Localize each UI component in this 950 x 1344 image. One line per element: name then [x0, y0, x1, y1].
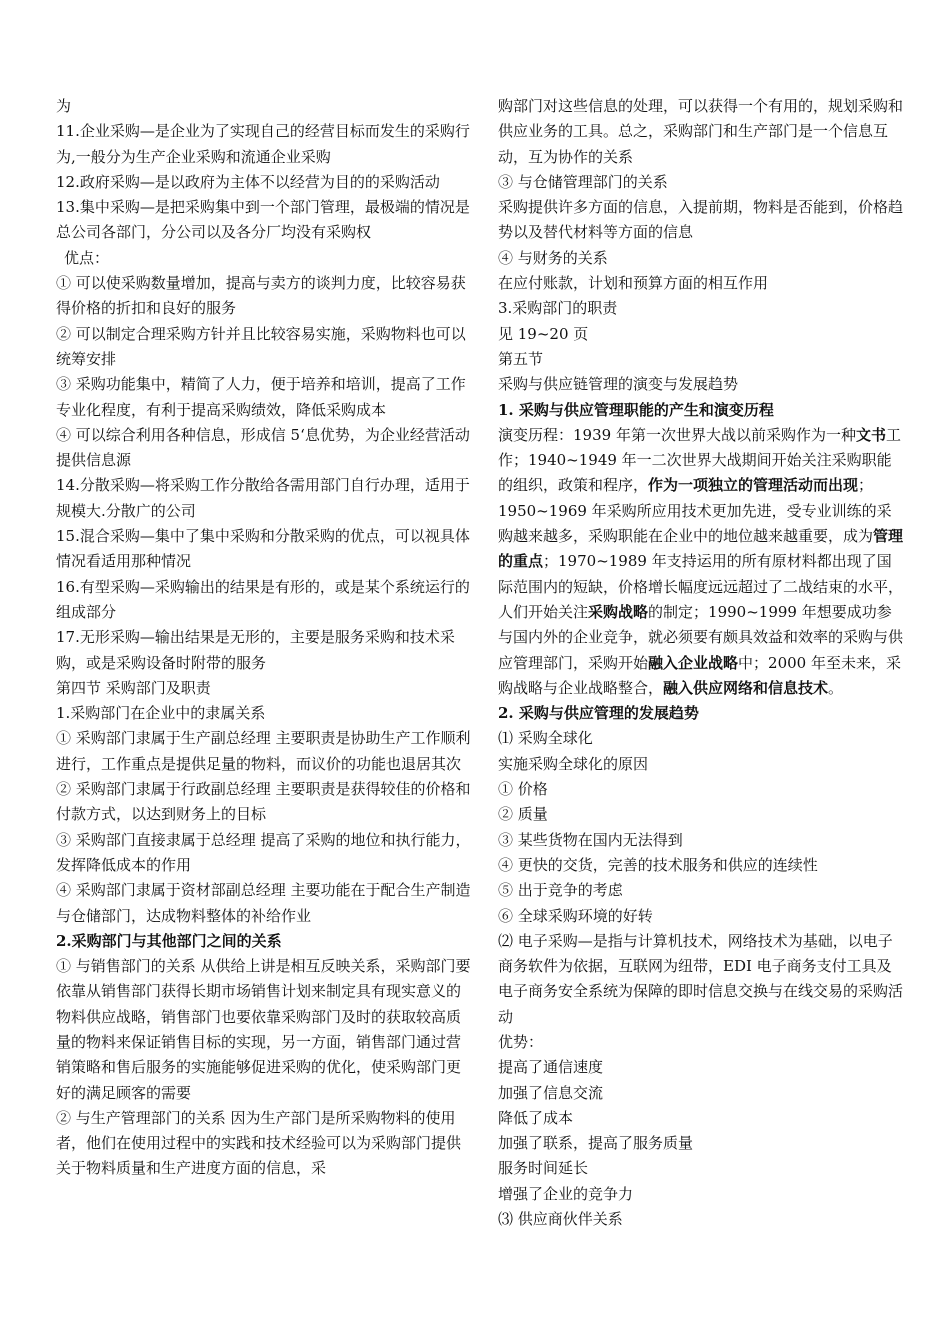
evolution-bold-3: 管理的重点	[498, 527, 904, 571]
paragraph: ② 可以制定合理采购方针并且比较容易实施，采购物料也可以统筹安排	[56, 324, 466, 368]
right-column	[498, 94, 906, 1232]
evolution-text-7: 。	[828, 678, 844, 697]
paragraph: ③ 与仓储管理部门的关系	[498, 172, 668, 191]
evolution-text-5: 的制定；1990~1999 年想要成功参与国内外的企业竞争，就必须要有颇具效益和效率的采购与供应管理部门，采购开始	[498, 602, 904, 672]
evolution-text-3: ；1950~1969 年采购所应用技术更加先进，受专业训练的采购越来越多，采购职能在企业中的地位越来越重要，成为	[498, 476, 892, 546]
paragraph: ④ 与财务的关系	[498, 248, 608, 267]
evolution-text-1: 演变历程：1939 年第一次世界大战以前采购作为一种	[498, 425, 856, 444]
paragraph: 11.企业采购—是企业为了实现自己的经营目标而发生的采购行为,一般分为生产企业采购和流通企业采购	[56, 122, 470, 166]
paragraph: 1.采购部门在企业中的隶属关系	[56, 704, 266, 723]
paragraph: 实施采购全球化的原因	[498, 754, 649, 773]
evolution-bold-1: 文书	[855, 425, 886, 444]
paragraph: ④ 采购部门隶属于资材部副总经理 主要功能在于配合生产制造与仓储部门，达成物料整体的补给作业	[56, 881, 471, 925]
paragraph: ② 与生产管理部门的关系 因为生产部门是所采购物料的使用者，他们在使用过程中的实践和技术经验可以为采购部门提供关于物料质量和生产进度方面的信息，采	[56, 1108, 462, 1178]
paragraph: 采购提供许多方面的信息，入提前期，物料是否能到，价格趋势以及替代材料等方面的信息	[498, 198, 904, 242]
paragraph: 为	[56, 97, 72, 115]
evolution-text-2: 工作；1940~1949 年一二次世界大战期间开始关注采购职能的组织，政策和程序，	[498, 425, 901, 495]
paragraph: 服务时间延长	[498, 1159, 589, 1178]
paragraph: 优势：	[498, 1032, 544, 1051]
paragraph: 第四节 采购部门及职责	[56, 678, 211, 697]
paragraph: ④ 可以综合利用各种信息，形成信 5‘息优势，为企业经营活动提供信息源	[56, 425, 470, 470]
paragraph: 第五节	[498, 349, 544, 368]
paragraph: 优点：	[64, 248, 110, 267]
paragraph: 16.有型采购—采购输出的结果是有形的，或是某个系统运行的组成部分	[56, 577, 470, 621]
right-column-part-a	[498, 94, 906, 423]
paragraph: ① 采购部门隶属于生产副总经理 主要职责是协助生产工作顺利进行，工作重点是提供足量的物料，而议价的功能也退居其次	[56, 729, 471, 773]
paragraph: 2. 采购与供应管理的发展趋势	[498, 704, 699, 723]
paragraph: 降低了成本	[498, 1108, 574, 1127]
paragraph: 1. 采购与供应管理职能的产生和演变历程	[498, 400, 774, 419]
paragraph: ① 价格	[498, 780, 548, 799]
paragraph: ① 与销售部门的关系 从供给上讲是相互反映关系，采购部门要依靠从销售部门获得长期市场销售计划来制定具有现实意义的物料供应战略，销售部门也要依靠采购部门及时的获取较高质量的物料来保证销售目标的实现，另一方面，销售部门通过营销策略和售后服务的实施能够促进采购的优化，使采购部门更好的满足顾客的需要	[56, 957, 471, 1102]
paragraph: 增强了企业的竞争力	[498, 1184, 634, 1203]
evolution-bold-4: 采购战略	[588, 602, 649, 621]
paragraph: 14.分散采购—将采购工作分散给各需用部门自行办理，适用于规模大.分散广的公司	[56, 476, 470, 520]
paragraph: 加强了联系，提高了服务质量	[498, 1134, 694, 1153]
paragraph: ② 采购部门隶属于行政副总经理 主要职责是获得较佳的价格和付款方式，以达到财务上的目标	[56, 780, 471, 824]
paragraph: 12.政府采购—是以政府为主体不以经营为目的的采购活动	[56, 172, 440, 191]
paragraph: 13.集中采购—是把采购集中到一个部门管理，最极端的情况是总公司各部门，分公司以及各分厂均没有采购权	[56, 198, 470, 242]
paragraph: 2.采购部门与其他部门之间的关系	[56, 931, 282, 950]
paragraph: 在应付账款，计划和预算方面的相互作用	[498, 274, 769, 293]
paragraph: 15.混合采购—集中了集中采购和分散采购的优点，可以视具体情况看适用那种情况	[56, 527, 470, 571]
evolution-bold-6: 融入供应网络和信息技术	[663, 678, 829, 697]
paragraph: 购部门对这些信息的处理，可以获得一个有用的，规划采购和供应业务的工具。总之，采购部门和生产部门是一个信息互动，互为协作的关系	[498, 97, 904, 166]
paragraph: ③ 某些货物在国内无法得到	[498, 830, 683, 849]
evolution-bold-5: 融入企业战略	[648, 653, 739, 672]
paragraph: ③ 采购功能集中，精简了人力，便于培养和培训，提高了工作专业化程度，有利于提高采购绩效，降低采购成本	[56, 375, 466, 419]
paragraph: 17.无形采购—输出结果是无形的，主要是服务采购和技术采购，或是采购设备时附带的服务	[56, 628, 455, 672]
evolution-text-4: ；1970~1989 年支持运用的所有原材料都出现了国际范围内的短缺，价格增长幅度远远超过了二战结束的水平，人们开始关注	[498, 552, 904, 621]
evolution-text-6: 中；2000 年至未来，采购战略与企业战略整合，	[498, 653, 901, 697]
paragraph: ⑤ 出于竞争的考虑	[498, 881, 623, 900]
evolution-bold-2: 作为一项独立的管理活动而出现	[648, 476, 859, 495]
paragraph: ⑵ 电子采购—是指与计算机技术，网络技术为基础，以电子商务软件为依据，互联网为纽带，EDI 电子商务支付工具及电子商务安全系统为保障的即时信息交换与在线交易的采购活动	[498, 931, 904, 1026]
paragraph: 加强了信息交流	[498, 1083, 604, 1102]
paragraph: ⑥ 全球采购环境的好转	[498, 906, 653, 925]
paragraph: ⑴ 采购全球化	[498, 729, 593, 748]
paragraph: ④ 更快的交货，完善的技术服务和供应的连续性	[498, 855, 818, 874]
paragraph: ③ 采购部门直接隶属于总经理 提高了采购的地位和执行能力，发挥降低成本的作用	[56, 830, 471, 874]
paragraph: 采购与供应链管理的演变与发展趋势	[498, 375, 739, 394]
paragraph: ⑶ 供应商伙伴关系	[498, 1210, 623, 1229]
paragraph: 提高了通信速度	[498, 1058, 604, 1077]
left-column	[56, 94, 471, 1182]
paragraph: 见 19~20 页	[498, 324, 589, 343]
paragraph: ② 质量	[498, 805, 548, 824]
paragraph: ① 可以使采购数量增加，提高与卖方的谈判力度，比较容易获得价格的折扣和良好的服务	[56, 274, 466, 318]
paragraph: 3.采购部门的职责	[498, 299, 618, 318]
evolution-paragraph	[498, 423, 906, 701]
right-column-part-b	[498, 701, 906, 1232]
